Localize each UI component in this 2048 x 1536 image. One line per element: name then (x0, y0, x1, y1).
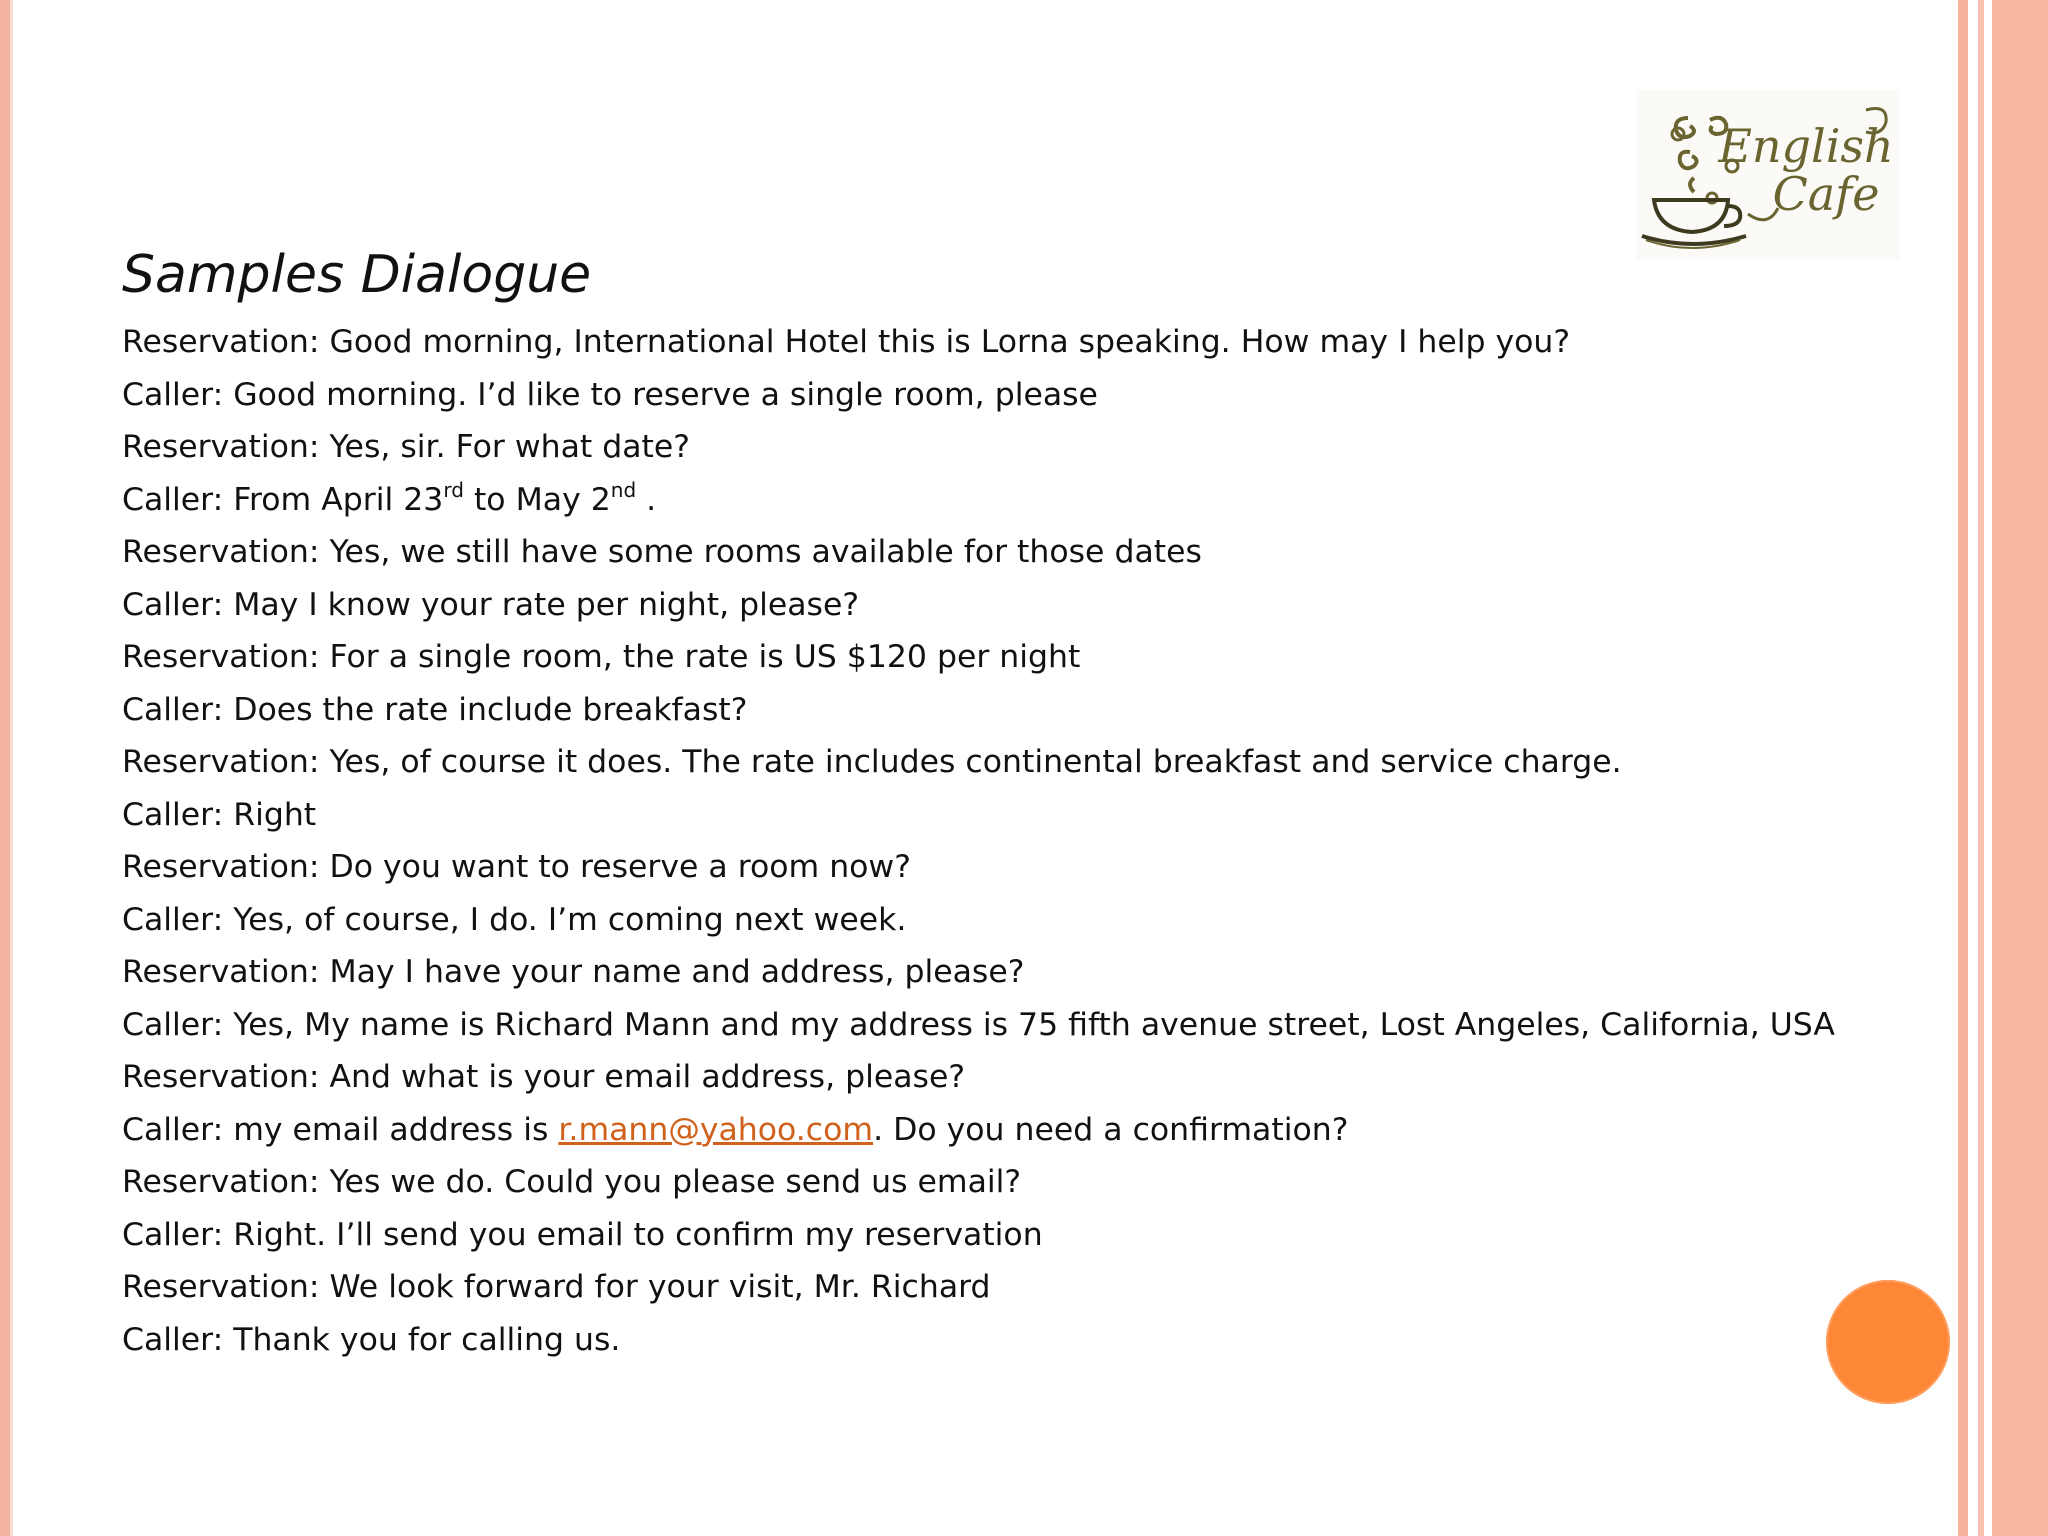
dialogue-line: Caller: Yes, of course, I do. I’m coming next week. (122, 901, 907, 938)
dialogue-line: Reservation: Yes, sir. For what date? (122, 429, 690, 465)
dialogue-line: Reservation: And what is your email address, please? (122, 1059, 966, 1095)
dialogue-line: Reservation: Do you want to reserve a room now? (122, 849, 911, 885)
ordinal-suffix: nd (610, 477, 637, 502)
ordinal-suffix: rd (443, 477, 464, 502)
orange-circle-decoration (1826, 1280, 1950, 1404)
coffee-cup-icon (1636, 90, 1900, 260)
dialogue-text: Caller: my email address is (122, 1111, 559, 1148)
dialogue-line: Reservation: Yes, of course it does. The rate includes continental breakfast and service charge. (122, 744, 1622, 780)
dialogue-text: . Do you need a confirmation? (873, 1111, 1349, 1148)
logo-text-cafe: Cafe (1772, 167, 1880, 221)
right-border-band (1992, 0, 2048, 1536)
right-border-gap (1968, 0, 1978, 1536)
dialogue-line: Caller: Right (122, 796, 317, 833)
right-border-stripe (1958, 0, 1968, 1536)
dialogue-line: Reservation: We look forward for your visit, Mr. Richard (122, 1269, 991, 1305)
dialogue-line: Caller: Right. I’ll send you email to confirm my reservation (122, 1216, 1043, 1253)
dialogue-line: Caller: Good morning. I’d like to reserve a single room, please (122, 376, 1098, 413)
dialogue-line: Caller: Yes, My name is Richard Mann and my address is 75 fifth avenue street, Lost Angeles, California, USA (122, 1006, 1835, 1043)
dialogue-line (122, 1104, 1942, 1157)
right-border-gap-2 (1984, 0, 1992, 1536)
left-border-stripe-inner (10, 0, 13, 1536)
left-border-stripe (0, 0, 10, 1536)
dialogue-line: Caller: May I know your rate per night, please? (122, 586, 860, 623)
dialogue-line: Caller: Does the rate include breakfast? (122, 691, 748, 728)
dialogue-line: Reservation: May I have your name and address, please? (122, 954, 1025, 990)
slide-title: Samples Dialogue (122, 245, 592, 305)
dialogue-text: Caller: From April 23 (122, 481, 444, 518)
dialogue-line (122, 474, 1942, 527)
dialogue-line: Reservation: Yes we do. Could you please send us email? (122, 1164, 1022, 1200)
logo-text-english: English (1718, 119, 1894, 173)
dialogue-text: . (636, 481, 657, 518)
dialogue-line: Caller: Thank you for calling us. (122, 1321, 621, 1358)
dialogue-list (122, 316, 1942, 1366)
dialogue-line: Reservation: Good morning, International Hotel this is Lorna speaking. How may I help you? (122, 324, 1571, 360)
dialogue-line: Reservation: For a single room, the rate is US $120 per night (122, 639, 1081, 675)
dialogue-text: to May 2 (463, 481, 611, 518)
dialogue-line: Reservation: Yes, we still have some rooms available for those dates (122, 534, 1202, 570)
email-link[interactable]: r.mann@yahoo.com (558, 1111, 874, 1148)
english-cafe-logo (1636, 90, 1900, 260)
